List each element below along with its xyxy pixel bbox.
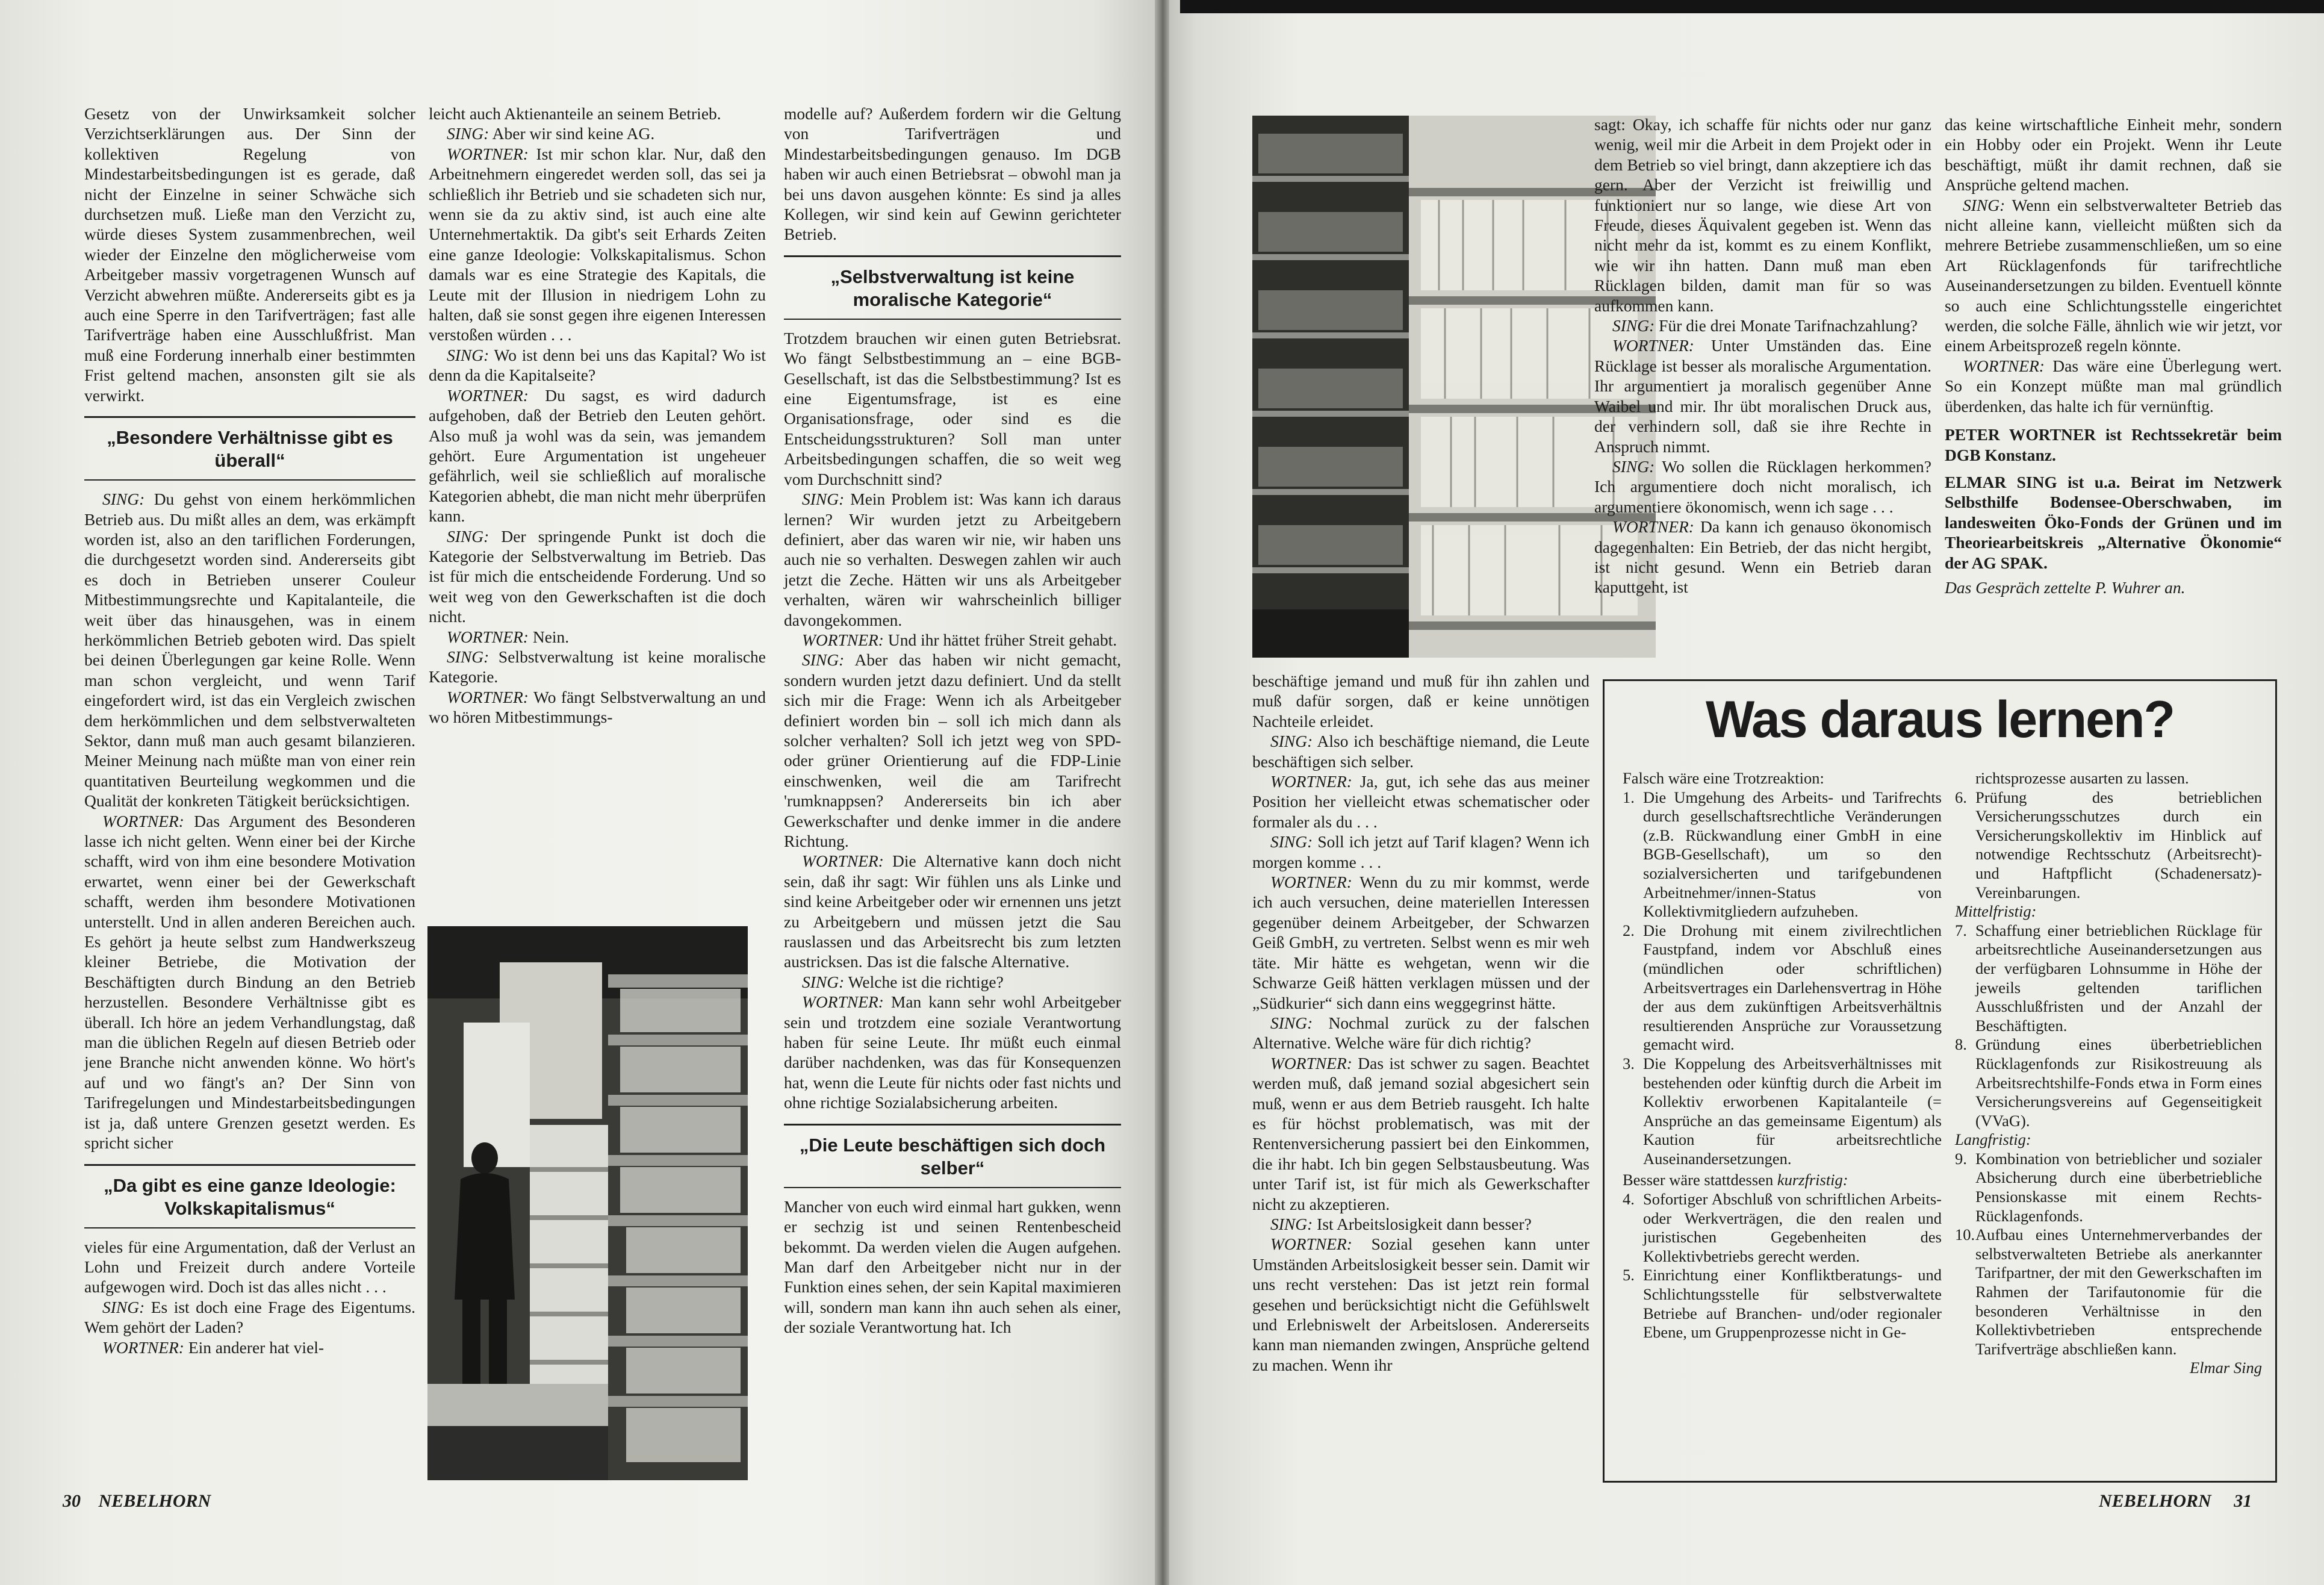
speech-sing: SING: Wo ist denn bei uns das Kapital? Wo ist denn da die Kapitalseite? [429, 345, 766, 385]
box-column-left [1623, 769, 1942, 1342]
list-number: 2. [1623, 921, 1635, 939]
page-folio-right [2099, 1491, 2252, 1512]
paragraph: sagt: Okay, ich schaffe für nichts oder nur ganz wenig, weil mir die Arbeit in dem Projekt oder in dem Betrieb so viel bringt, dann akzeptiere ich das gern. Aber der Verzicht ist freiwillig und funktioniert nur so lange, wie diese Art von Freude, dieses Äquivalent gegeben ist. Wenn das nicht mehr da ist, kommt es zu einem Konflikt, wie wir ihn hatten. Dann muß man eben Rücklagen bilden, damit man für so was aufkommen kann. [1594, 115, 1931, 315]
magazine-name: NEBELHORN [2099, 1491, 2211, 1511]
list-number: 3. [1623, 1054, 1635, 1073]
list-number: 4. [1623, 1190, 1635, 1209]
right-column-3 [1945, 114, 2282, 597]
box-list-item [1623, 1266, 1942, 1342]
speech-sing: SING: Ist Arbeitslosigkeit dann besser? [1270, 1214, 1532, 1233]
list-text: Aufbau eines Unternehmerverbandes der selbstverwalteten Betriebe als anerkannter Tarifpartner, der mit den Gewerkschaften im Rahmen der Tarifautonomie für die besonderen Verhältnisse in den Kollektivbetrieben entsprechende Tarifverträge abschließen kann. [1975, 1225, 2262, 1358]
paragraph: vieles für eine Argumentation, daß der Verlust an Lohn und Freizeit durch andere Vorteile aufgewogen wird. Doch ist das alles nicht . . . [84, 1237, 415, 1297]
box-list-item [1623, 1190, 1942, 1266]
box-intro: Falsch wäre eine Trotzreaktion: [1623, 769, 1824, 787]
box-list-item [1955, 1150, 2262, 1225]
speech-wortner: WORTNER: Und ihr hättet früher Streit gehabt. [802, 630, 1117, 649]
paragraph: beschäftige jemand und muß für ihn zahlen und muß dafür sorgen, daß er keine unnötigen Nachteile erleidet. [1252, 671, 1589, 730]
speech-sing: SING: Soll ich jetzt auf Tarif klagen? Wenn ich morgen komme . . . [1252, 832, 1589, 871]
box-list [1955, 788, 2262, 903]
list-text: Sofortiger Abschluß von schriftlichen Arbeits- oder Werkverträgen, die den realen und juristischen Gegebenheiten des Kollektivbetriebs gerecht werden. [1643, 1190, 1942, 1265]
list-text: Kombination von betrieblicher und sozialer Absicherung durch eine überbetriebliche Pensionskasse mit einem Rechts-Rücklagenfonds. [1975, 1149, 2262, 1225]
section-heading: „Selbstverwaltung ist keine moralische Kategorie“ [784, 255, 1121, 320]
page-folio-left [63, 1491, 211, 1512]
list-text: Die Drohung mit einem zivilrechtlichen Faustpfand, indem vor Abschluß eines (mündlichen oder schriftlichen) Arbeitsvertrages ein Darlehensvertrag in Höhe der aus dem zukünftigen Arbeitsverhältnis resultierenden Ansprüche zur Voraussetzung gemacht wird. [1643, 921, 1942, 1054]
speech-sing: SING: Es ist doch eine Frage des Eigentums. Wem gehört der Laden? [84, 1297, 415, 1337]
list-number: 1. [1623, 788, 1635, 806]
box-list-item [1623, 1054, 1942, 1169]
speech-wortner: WORTNER: Ein anderer hat viel- [102, 1337, 325, 1357]
speech-wortner: WORTNER: Du sagst, es wird dadurch aufgehoben, daß der Betrieb den Leuten gehört. Also muß ja wohl was da sein, was jemandem gehört. Eure Argumentation ist ungeheuer gefährlich, weil sie schließlich auf moralische Kategorien abhebt, die man nicht mehr überprüfen kann. [429, 385, 766, 526]
box-list-item [1955, 1225, 2262, 1359]
box-subheading: Besser wäre stattdessen kurzfristig: [1623, 1171, 1848, 1189]
bookshop-photo-image [427, 926, 748, 1480]
author-bio-wortner: PETER WORTNER ist Rechtssekretär beim DGB Konstanz. [1945, 425, 2282, 464]
speech-wortner: WORTNER: Das Argument des Besonderen lasse ich nicht gelten. Wenn einer bei der Kirche schafft, wird von ihm eine besondere Motivation erwartet, wenn einer bei der Gewerkschaft schafft, werden ihm besondere Motivationen unterstellt. Und in allen anderen Bereichen auch. Es gehört ja heute selbst zum Handwerkszeug kleiner Betriebe, die Motivation der Beschäftigten durch Bindung an den Betrieb herzustellen. Besondere Verhältnisse gibt es überall. Ich höre an jedem Verhandlungstag, daß man die üblichen Regeln auf diesen Betrieb oder jene Branche nicht anwenden könne. Wo hört's auf und wo fängt's an? Der Sinn von Tarifregelungen und Mindestarbeitsbedingungen ist ja, daß untere Grenzen gesetzt werden. Es spricht sicher [84, 811, 415, 1153]
speech-sing: SING: Wo sollen die Rücklagen herkommen? Ich argumentiere doch nicht moralisch, ich argumentiere ökonomisch, wenn ich sage . . . [1594, 456, 1931, 516]
top-edge [1180, 0, 2324, 13]
speech-wortner: WORTNER: Man kann sehr wohl Arbeitgeber sein und trotzdem eine soziale Verantwortung haben für seine Leute. Ihr müßt euch einmal darüber nachdenken, was das für Konsequenzen hat, wenn die Leute für nichts oder fast nichts und ohne richtige Sozialabsicherung arbeiten. [784, 992, 1121, 1112]
box-list [1623, 788, 1942, 1169]
list-text: Gründung eines überbetrieblichen Rücklagenfonds zur Risikostreuung als Arbeitsrechtshilfe-Fonds etwa in Form eines Versicherungsvereins auf Gegenseitigkeit (VVaG). [1975, 1035, 2262, 1130]
list-text: Die Umgehung des Arbeits- und Tarifrechts durch gesellschaftsrechtliche Veränderungen (z.B. Rückwandlung einer GmbH in eine BGB-Gesellschaft), um so den sozialversicherten und tarifgebundenen Arbeitnehmer/innen-Status von Kollektivmitgliedern aufzuheben. [1643, 788, 1942, 921]
speech-sing: SING: Welche ist die richtige? [802, 972, 1004, 991]
speech-sing: SING: Aber wir sind keine AG. [447, 124, 655, 143]
page-gutter [1155, 0, 1169, 1585]
list-number: 7. [1955, 921, 1967, 939]
magazine-name: NEBELHORN [98, 1491, 211, 1511]
speech-wortner: WORTNER: Nein. [447, 627, 570, 646]
speech-sing: SING: Aber das haben wir nicht gemacht, sondern wurden jetzt dazu definiert. Und da stellt sich mir die Frage: Wenn ich als Arbeitgeber definiert worden bin – soll ich mich dann als solcher verhalten? Soll ich jetzt weg von SPD- oder grüner Orientierung auf die FDP-Linie einschwenken, weil die am Tarifrecht 'rumknappsen? Andererseits bin ich aber Gewerkschafter und denke immer in die andere Richtung. [784, 650, 1121, 850]
bookshop-photo [427, 926, 748, 1480]
speech-wortner: WORTNER: Ist mir schon klar. Nur, daß den Arbeitnehmern eingeredet werden soll, das sei ja schließlich ihr Betrieb und sie schadeten sich nur, wenn sie da zu aktiv sind, ist auch eine alte Unternehmertaktik. Da gibt's seit Erhards Zeiten eine ganze Ideologie: Volkskapitalismus. Schon damals war es eine Strategie des Kapitals, die Leute mit der Illusion in niedrigem Lohn zu halten, daß sie sonst gegen ihre eigenen Interessen verstoßen würden . . . [429, 144, 766, 344]
author-bio-sing: ELMAR SING ist u.a. Beirat im Netzwerk Selbsthilfe Bodensee-Oberschwaben, im landesweiten Öko-Fonds der Grünen und im Theoriearbeitskreis „Alternative Ökonomie“ der AG SPAK. [1945, 472, 2282, 572]
box-list [1623, 1190, 1942, 1342]
box-list-item [1623, 788, 1942, 921]
speech-sing: SING: Für die drei Monate Tarifnachzahlung? [1612, 316, 1918, 335]
box-list [1955, 921, 2262, 1131]
right-column-1 [1252, 671, 1589, 1375]
section-heading: „Besondere Verhältnisse gibt es überall“ [84, 416, 415, 481]
paragraph: Trotzdem brauchen wir einen guten Betriebsrat. Wo fängt Selbstbestimmung an – eine BGB-Gesellschaft, ist das die Selbstbestimmung? Ist es eine Eigentumsfrage, ist es eine Organisationsfrage, oder sind es die Entscheidungsstrukturen? Soll man unter Arbeitsbedingungen schaffen, die so weit weg vom Durchschnitt sind? [784, 328, 1121, 488]
box-list-item [1955, 921, 2262, 1036]
speech-wortner: WORTNER: Da kann ich genauso ökonomisch dagegenhalten: Ein Betrieb, der das nicht hergibt, ist nicht gesund. Wenn ein Betrieb daran kaputtgeht, ist [1594, 517, 1931, 597]
speech-wortner: WORTNER: Sozial gesehen kann unter Umständen Arbeitslosigkeit besser sein. Damit wir uns recht verstehen: Das ist jetzt rein formal gesehen und berücksichtigt nicht die Gefühlswelt und Erlebniswelt der Arbeitslosen. Andererseits kann man niemanden zwingen, Ansprüche geltend zu machen. Wenn ihr [1252, 1235, 1589, 1374]
speech-sing: SING: Also ich beschäftige niemand, die Leute beschäftigen sich selber. [1252, 732, 1589, 771]
box-label-midterm: Mittelfristig: [1955, 902, 2037, 921]
box-list-item [1623, 921, 1942, 1054]
list-text: Prüfung des betrieblichen Versicherungsschutzes durch ein Versicherungskollektiv im Hinblick auf notwendige Rechtsschutz (Arbeitsrecht)- und Haftpflicht (Schadenersatz)-Vereinbarungen. [1975, 788, 2262, 901]
box-title: Was daraus lernen? [1705, 691, 2175, 749]
speech-sing: SING: Mein Problem ist: Was kann ich daraus lernen? Wir wurden jetzt zu Arbeitgebern definiert, aber das waren wir nie, wir haben uns auch nie so verhalten. Deswegen zahlen wir auch jetzt die Zeche. Hätten wir uns als Arbeitgeber verhalten, wären wir wahrscheinlich billiger davongekommen. [784, 490, 1121, 629]
list-text: Einrichtung einer Konfliktberatungs- und Schlichtungsstelle für selbstverwaltete Betriebe auf Branchen- und/oder regionaler Ebene, um Gruppenprozesse nicht in Ge- [1643, 1266, 1942, 1342]
speech-wortner: WORTNER: Unter Umständen das. Eine Rücklage ist besser als moralische Argumentation. Ihr argumentiert ja moralisch gegenüber Anne Waibel und mir. Ihr übt moralischen Druck aus, der verhindern soll, daß sie ihre Rechte in Anspruch nimmt. [1594, 336, 1931, 456]
paragraph: modelle auf? Außerdem fordern wir die Geltung von Tarifverträgen und Mindestarbeitsbedingungen genauso. Im DGB haben wir auch einen Betriebsrat – obwohl man ja bei uns davon ausgehen könnte: Es sind ja alles Kollegen, wir sind kein auf Gewinn gerichteter Betrieb. [784, 104, 1121, 244]
box-list-item [1955, 1035, 2262, 1130]
section-heading: „Die Leute beschäftigen sich doch selber“ [784, 1124, 1121, 1188]
right-column-2 [1594, 114, 1931, 597]
paragraph: Mancher von euch wird einmal hart gukken, wenn er sechzig ist und seinen Rentenbescheid bekommt. Da werden vielen die Augen aufgehen. Man darf den Arbeitgeber nicht nur in der Funktion eines sehen, der sein Kapital maximieren will, sondern man kann ihn auch sehen als einer, der soziale Verantwortung hat. Ich [784, 1197, 1121, 1337]
paragraph: Gesetz von der Unwirksamkeit solcher Verzichtserklärungen aus. Der Sinn der kollektiven Regelung von Mindestarbeitsbedingungen ist es gerade, daß nicht der Einzelne in seiner Schwäche sich durchsetzen muß. Ließe man den Verzicht zu, würde dieses System zusammenbrechen, weil wieder der Einzelne den möglicherweise vom Arbeitgeber massiv vorgetragenen Wunsch auf Verzicht abwehren müßte. Andererseits gibt es ja auch eine Sperre in den Tarifverträgen; fast alle Tarifverträge haben eine Ausschlußfrist. Man muß eine Forderung innerhalb einer bestimmten Frist geltend machen, ansonsten gilt sie als verwirkt. [84, 104, 415, 405]
page-number: 30 [63, 1491, 81, 1511]
section-heading: „Da gibt es eine ganze Ideologie: Volkskapitalismus“ [84, 1164, 415, 1228]
speech-sing: SING: Selbstverwaltung ist keine moralische Kategorie. [429, 647, 766, 687]
speech-wortner: WORTNER: Das wäre eine Überlegung wert. So ein Konzept müßte man mal gründlich überdenken, das halte ich für vernünftig. [1945, 356, 2282, 416]
speech-wortner: WORTNER: Das ist schwer zu sagen. Beachtet werden muß, daß jemand sozial abgesichert sein muß, wenn er aus dem Betrieb rausgeht. Ich halte es für höchst problematisch, was mit der Rentenversicherung passiert bei den Einkommen, die ihr habt. Ich bin gegen Selbstausbeutung. Was unter Tarif ist, ist für mich als Gewerkschafter nicht zu akzeptieren. [1252, 1053, 1589, 1213]
list-number: 10. [1955, 1225, 1975, 1244]
speech-sing: SING: Du gehst von einem herkömmlichen Betrieb aus. Du mißt alles an dem, was erkämpft worden ist, also an den tariflichen Forderungen, die durchgesetzt worden sind. Andererseits gibt es doch in Betrieben unserer Couleur Mitbestimmungsrechte und Kapitalanteile, die weit über das hinausgehen, was in einem herkömmlichen Betrieb geboten wird. Das spielt bei deinen Überlegungen gar keine Rolle. Wenn man schon vergleicht, und wenn Tarif eingefordert wird, ist das ein Vergleich zwischen dem herkömmlichen und dem selbstverwalteten Sektor, dann muß man auch gesamt bilanzieren. Meiner Meinung nach müßte man von einer rein quantitativen Beurteilung wegkommen und die Qualität der konkreten Tätigkeit berücksichtigen. [84, 490, 415, 811]
list-number: 9. [1955, 1149, 1967, 1168]
speech-wortner: WORTNER: Wo fängt Selbstverwaltung an und wo hören Mitbestimmungs- [429, 687, 766, 727]
speech-wortner: WORTNER: Die Alternative kann doch nicht sein, daß ihr sagt: Wir fühlen uns als Linke und sind keine Arbeitgeber oder wir ernennen uns jetzt zu Arbeitgebern und müssen jetzt die Sau rauslassen und das Arbeitsrecht bis zum letzten austricksen. Das ist die falsche Alternative. [784, 852, 1121, 971]
left-column-3 [784, 104, 1121, 1337]
list-number: 5. [1623, 1266, 1635, 1285]
box-label-longterm: Langfristig: [1955, 1130, 2031, 1149]
box-list [1955, 1150, 2262, 1359]
list-number: 8. [1955, 1035, 1967, 1054]
speech-wortner: WORTNER: Wenn du zu mir kommst, werde ich auch versuchen, deine materiellen Interessen gegenüber deinem Arbeitgeber, der Schwarzen Geiß GmbH, zu vertreten. Selbst wenn es mir weh täte. Mir hätte es wehgetan, wenn wir die Schwarze Geiß hätten verklagen müssen und der „Südkurier“ sich dann eins weggegrinst hätte. [1252, 873, 1589, 1012]
paragraph: leicht auch Aktienanteile an seinem Betrieb. [429, 104, 721, 123]
box-list-item [1955, 788, 2262, 903]
info-box [1603, 679, 2277, 1483]
interview-credit: Das Gespräch zettelte P. Wuhrer an. [1945, 578, 2186, 597]
speech-sing: SING: Wenn ein selbstverwalteter Betrieb das nicht alleine kann, vielleicht müßten sich da mehrere Betriebe zusammenschließen, um so eine Art Rücklagenfonds für tarifrechtliche Auseinandersetzungen zu bilden. Eventuell könnte so auch eine Schlichtungsstelle eingerichtet werden, die solche Fälle, ähnlich wie wir jetzt, vor einem Arbeitsprozeß regeln könnte. [1945, 195, 2282, 355]
list-number: 6. [1955, 788, 1967, 806]
box-column-right [1955, 769, 2262, 1378]
page-number: 31 [2234, 1491, 2252, 1511]
list-text: Die Koppelung des Arbeitsverhältnisses mit bestehenden oder künftig durch die Arbeit im Kollektiv erworbenen Kapitalanteile (= Ansprüche an das gemeinsame Eigentum) als Kaution für arbeitsrechtliche Auseinandersetzungen. [1643, 1054, 1942, 1168]
box-continuation: richtsprozesse ausarten zu lassen. [1975, 769, 2189, 787]
list-text: Schaffung einer betrieblichen Rücklage für arbeitsrechtliche Auseinandersetzungen aus der verfügbaren Lohnsumme in Höhe der jeweils geltenden tariflichen Ausschlußfristen und der Anzahl der Beschäftigten. [1975, 921, 2262, 1035]
speech-sing: SING: Nochmal zurück zu der falschen Alternative. Welche wäre für dich richtig? [1252, 1013, 1589, 1053]
speech-wortner: WORTNER: Ja, gut, ich sehe das aus meiner Position her vielleicht etwas schematischer oder formaler als du . . . [1252, 772, 1589, 831]
left-column-1 [84, 104, 415, 1357]
paragraph: das keine wirtschaftliche Einheit mehr, sondern ein Hobby oder ein Projekt. Wenn ihr Leute beschäftigt, müßt ihr damit rechnen, daß sie Ansprüche geltend machen. [1945, 115, 2282, 195]
box-signature: Elmar Sing [2190, 1359, 2262, 1377]
left-column-2 [429, 104, 766, 727]
speech-sing: SING: Der springende Punkt ist doch die Kategorie der Selbstverwaltung im Betrieb. Das ist für mich die entscheidende Forderung. Und so weit weg von den Gewerkschaften ist die doch nicht. [429, 526, 766, 626]
